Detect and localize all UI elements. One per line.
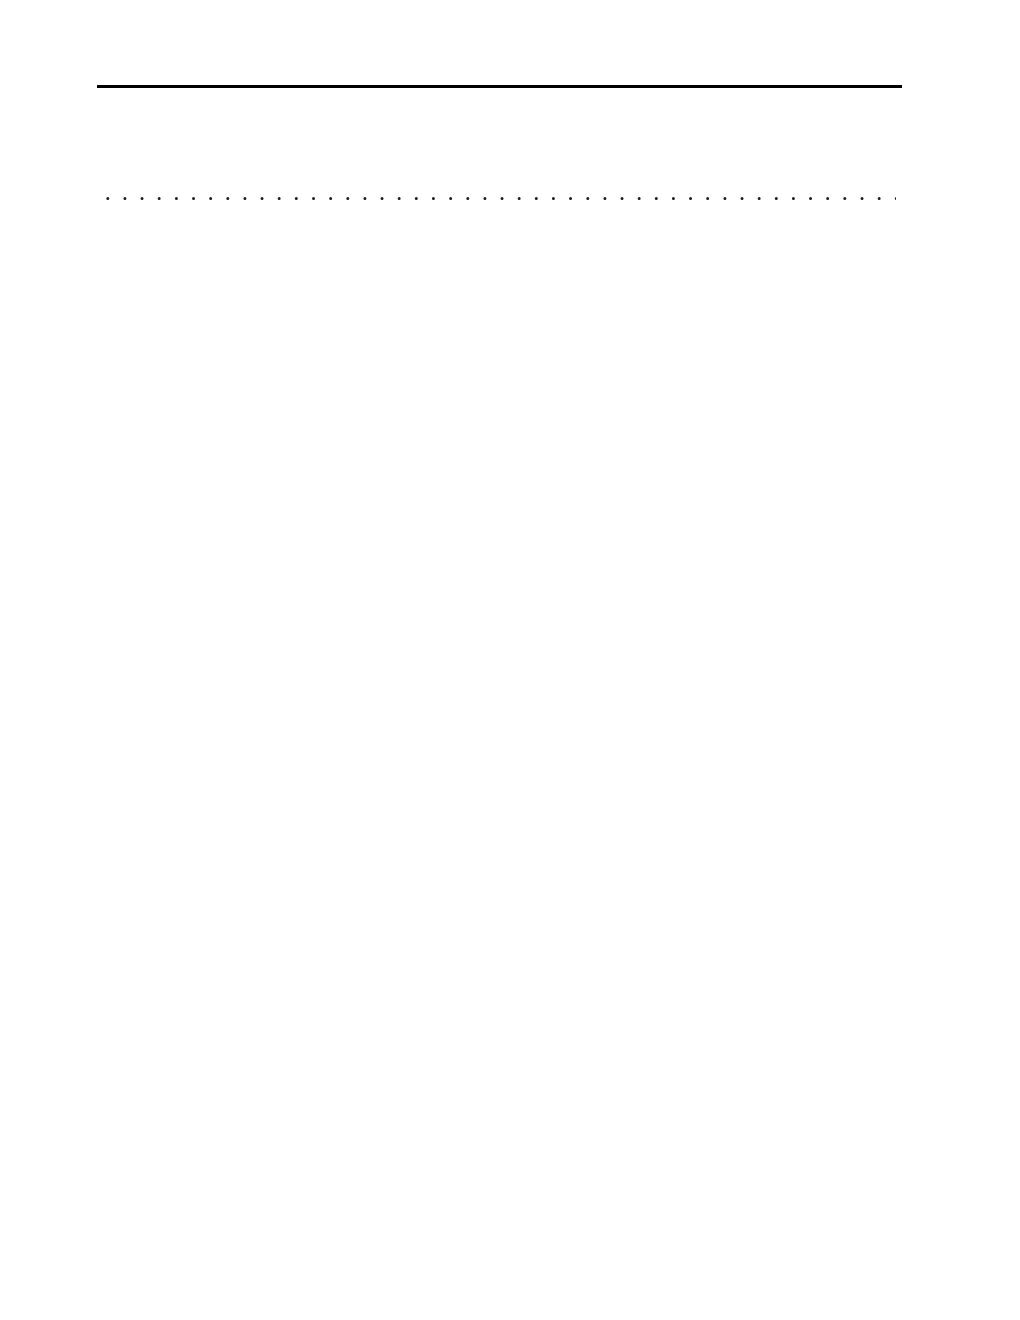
- toc-heading[interactable]: [101, 185, 900, 205]
- toc-leader-dots: [105, 185, 896, 205]
